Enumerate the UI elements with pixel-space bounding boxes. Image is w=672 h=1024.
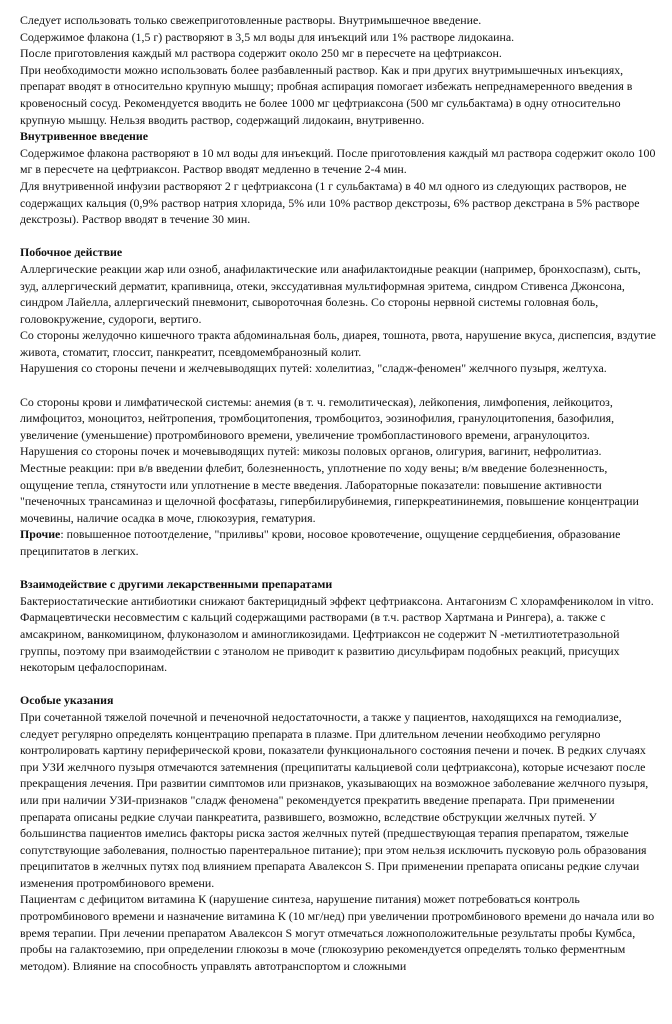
side-effects-paragraph-5: Нарушения со стороны почек и мочевыводящих путей: микозы половых органов, олигурия, вагинит, нефролитиаз. [20, 444, 602, 459]
side-effects-other [20, 526, 660, 559]
iv-heading: Внутривенное введение [20, 129, 149, 144]
other-label: Прочие [20, 527, 61, 542]
special-paragraph-1: При сочетанной тяжелой почечной и печеночной недостаточности, а также у пациентов, находящихся на гемодиализе, следует регулярно определять концентрацию препарата в плазме. При длительном лечении необходимо регулярно контролировать картину периферической крови, показатели функционального состояния печени и почек. В редких случаях при УЗИ желчного пузыря отмечаются затемнения (преципитаты кальциевой соли цефтриаксона), которые исчезают после прекращения лечения. При развитии симптомов или признаков, указывающих на возможное заболевание желчного пузыря, или при наличии УЗИ-признаков "сладж феномена" рекомендуется прекратить введение препарата. При применении препарата описаны редкие случаи панкреатита, развившего, возможно, вследствие обструкции желчных путей. У большинства пациентов имелись факторы риска застоя желчных путей (предшествующая терапия препаратом, тяжелые сопутствующие заболевания, полностью парентеральное питание); при этом нельзя исключить пусковую роль образования преципитатов в желчных путях под влиянием препарата Авалексон S. При применении препарата описаны редкие случаи изменения протромбинового времени. [20, 709, 649, 890]
interactions-heading: Взаимодействие с другими лекарственными препаратами [20, 577, 333, 592]
spacer [20, 560, 660, 577]
side-effects-paragraph-3: Нарушения со стороны печени и желчевыводящих путей: холелитиаз, "сладж-феномен" желчного пузыря, желтуха. [20, 361, 607, 376]
spacer [20, 676, 660, 693]
intro-paragraph-3: После приготовления каждый мл раствора содержит около 250 мг в пересчете на цефтриаксон. [20, 46, 502, 61]
side-effects-paragraph-1: Аллергические реакции жар или озноб, анафилактические или анафилактоидные реакции (например, бронхоспазм), сыть, зуд, аллергический дерматит, крапивница, отеки, экссудативная мультиформная эритема, синдром Стивенса Джонсона, синдром Лайелла, аллергический пневмонит, сывороточная болезнь. Со стороны нервной системы головная боль, головокружение, судороги, вертиго. [20, 261, 641, 326]
iv-paragraph-2: Для внутривенной инфузии растворяют 2 г цефтриаксона (1 г сульбактама) в 40 мл одного из следующих растворов, не содержащих кальция (0,9% раствор натрия хлорида, 5% или 10% раствор декстрозы, 6% раствор декстрана в 5% растворе декстрозы). Раствор вводят в течение 30 мин. [20, 178, 640, 227]
interactions-paragraph: Бактериостатические антибиотики снижают бактерицидный эффект цефтриаксона. Антагонизм С хлорамфениколом in vitro. Фармацевтически несовместим с кальций содержащими растворами (в т.ч. раствор Хартмана и Рингера), а. также с амсакрином, ванкомицином, флуконазолом и аминогликозидами. Цефтриаксон не содержит N -метилтиотетразольной группы, поэтому при взаимодействии с этанолом не приводит к развитию дисульфирам подобных реакций, присущих некоторым цефалоспоринам. [20, 593, 654, 675]
spacer [20, 228, 660, 245]
side-effects-paragraph-4: Со стороны крови и лимфатической системы: анемия (в т. ч. гемолитическая), лейкопения, лимфопения, лейкоцитоз, лимфоцитоз, моноцитоз, нейтропения, тромбоцитопения, тромбоцитоз, эозинофилия, гранулоцитопения, базофилия, увеличение (уменьшение) протромбинового времени, увеличение тромбопластинового времени, агранулоцитоз. [20, 394, 615, 442]
special-heading: Особые указания [20, 693, 114, 708]
intro-paragraph-4: При необходимости можно использовать более разбавленный раствор. Как и при других внутримышечных инъекциях, препарат вводят в относительно крупную мышцу; пробная аспирация помогает избежать непреднамеренного введения в кровеносный сосуд. Рекомендуется вводить не более 1000 мг цефтриаксона (500 мг сульбактама) в одну относительно крупную мышцу. Нельзя вводить раствор, содержащий лидокаин, внутривенно. [20, 62, 633, 127]
spacer [20, 377, 660, 394]
side-effects-paragraph-2: Со стороны желудочно кишечного тракта абдоминальная боль, диарея, тошнота, рвота, нарушение вкуса, диспепсия, вздутие живота, стоматит, глоссит, панкреатит, псевдомембранозный колит. [20, 328, 656, 359]
intro-paragraph-2: Содержимое флакона (1,5 г) растворяют в 3,5 мл воды для инъекций или 1% растворе лидокаина. [20, 29, 515, 44]
side-effects-paragraph-6: Местные реакции: при в/в введении флебит, болезненность, уплотнение по ходу вены; в/м введение болезненность, ощущение тепла, стянутости или уплотнение в месте введения. Лабораторные показатели: повышение активности "печеночных трансаминаз и щелочной фосфатазы, гипербилирубинемия, гиперкреатининемия, повышение концентрации мочевины, наличие осадка в моче, глюкозурия, гематурия. [20, 461, 639, 525]
side-effects-heading: Побочное действие [20, 245, 123, 260]
other-text: : повышенное потоотделение, "приливы" крови, носовое кровотечение, ощущение сердцебиения, образование преципитатов в легких. [20, 527, 621, 558]
intro-paragraph-1: Следует использовать только свежеприготовленные растворы. Внутримышечное введение. [20, 13, 482, 27]
special-paragraph-2: Пациентам с дефицитом витамина К (нарушение синтеза, нарушение питания) может потребоваться контроль протромбинового времени и назначение витамина К (10 мг/нед) при увеличении протромбинового времени до начала или во время терапии. При лечении препаратом Авалексон S могут отмечаться ложноположительные результаты пробы Кумбса, пробы на галактоземию, при определении глюкозы в моче (глюкозурию рекомендуется определять только ферментным методом). Влияние на способность управлять автотранспортом и сложными [20, 892, 655, 973]
document-page [20, 12, 660, 974]
iv-paragraph-1: Содержимое флакона растворяют в 10 мл воды для инъекций. После приготовления каждый мл раствора содержит около 100 мг в пересчете на цефтриаксон. Раствор вводят медленно в течение 2-4 мин. [20, 145, 656, 177]
